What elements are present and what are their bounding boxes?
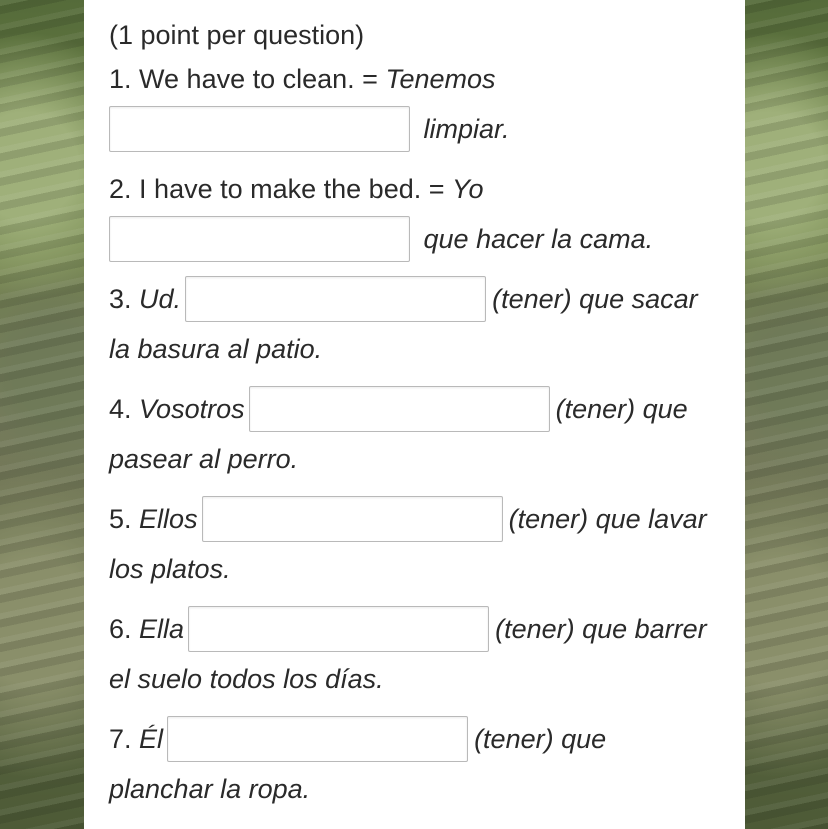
question-prompt: We have to clean. = <box>139 64 378 94</box>
question-number: 4. <box>109 394 132 424</box>
question-number: 7. <box>109 724 132 754</box>
question-3 <box>109 274 709 374</box>
answer-input-6[interactable] <box>188 606 489 652</box>
question-subject: Él <box>139 724 164 754</box>
answer-input-7[interactable] <box>167 716 468 762</box>
question-prompt: I have to make the bed. = <box>139 174 445 204</box>
answer-input-1[interactable] <box>109 106 410 152</box>
question-number: 2. <box>109 174 132 204</box>
answer-input-2[interactable] <box>109 216 410 262</box>
question-number: 3. <box>109 284 132 314</box>
question-after: (tener) que lavar los platos. <box>109 504 707 584</box>
question-number: 6. <box>109 614 132 644</box>
question-prompt-spanish: Yo <box>452 174 484 204</box>
question-6 <box>109 604 709 704</box>
question-after: (tener) que pasear al perro. <box>109 394 688 474</box>
question-number: 1. <box>109 64 132 94</box>
question-after: limpiar. <box>423 114 510 144</box>
answer-input-4[interactable] <box>249 386 550 432</box>
question-prompt-spanish: Tenemos <box>385 64 496 94</box>
question-subject: Ella <box>139 614 185 644</box>
question-after: que hacer la cama. <box>423 224 654 254</box>
question-after: (tener) que barrer el suelo todos los días. <box>109 614 707 694</box>
quiz-content <box>109 14 709 824</box>
points-note: (1 point per question) <box>109 20 365 50</box>
question-2 <box>109 164 709 264</box>
question-subject: Ud. <box>139 284 182 314</box>
background-photo-right <box>745 0 828 829</box>
question-subject: Vosotros <box>139 394 245 424</box>
question-after: (tener) que planchar la ropa. <box>109 724 607 804</box>
background-photo-left <box>0 0 84 829</box>
question-number: 5. <box>109 504 132 534</box>
question-5 <box>109 494 709 594</box>
question-7 <box>109 714 709 814</box>
answer-input-5[interactable] <box>202 496 503 542</box>
question-4 <box>109 384 709 484</box>
question-subject: Ellos <box>139 504 198 534</box>
question-1 <box>109 54 709 154</box>
question-after: (tener) que sacar la basura al patio. <box>109 284 698 364</box>
answer-input-3[interactable] <box>185 276 486 322</box>
